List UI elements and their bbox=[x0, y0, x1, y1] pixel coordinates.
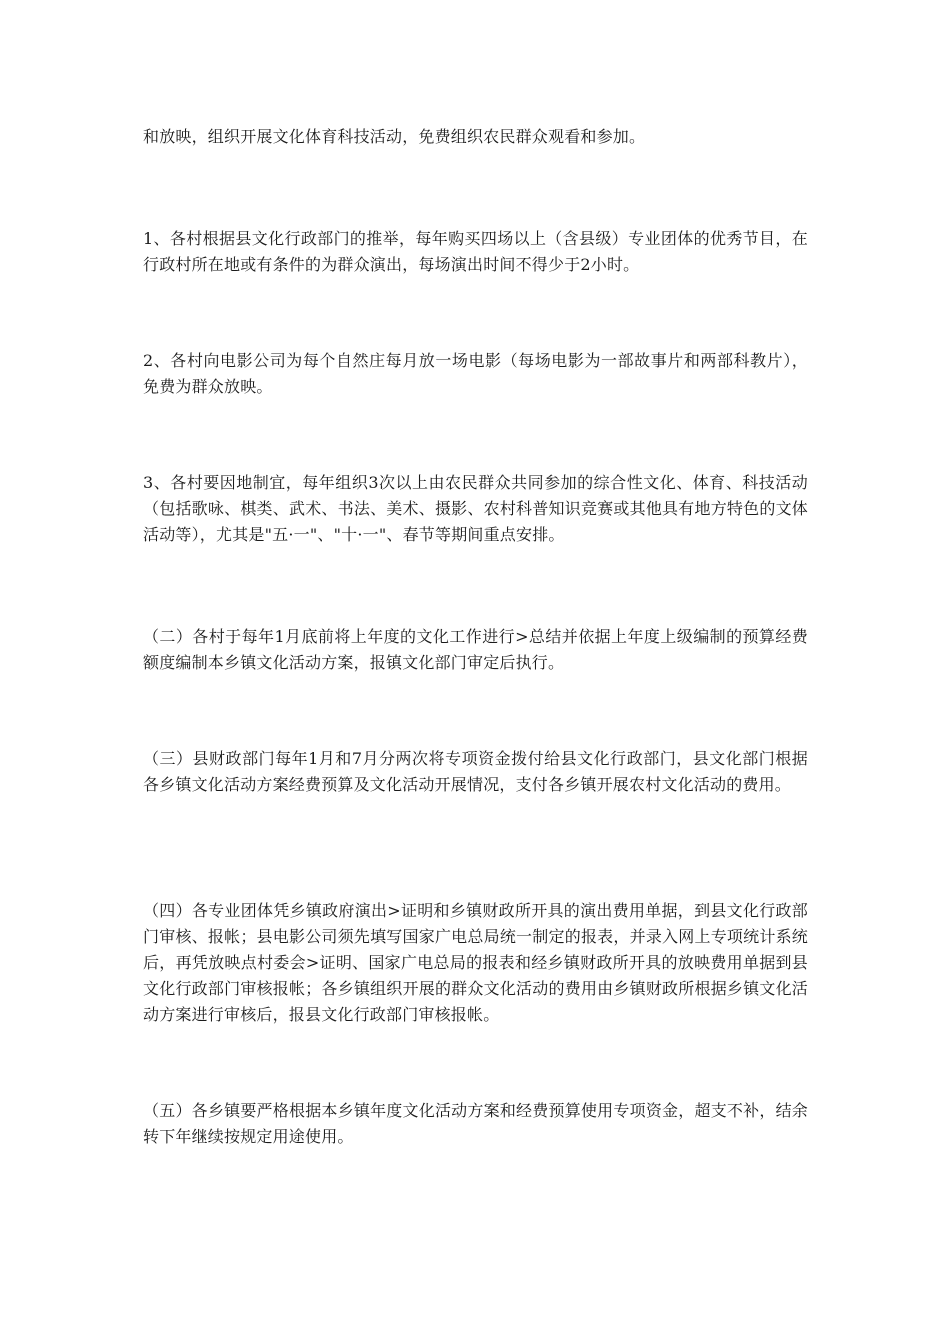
paragraph-item-1: 1、各村根据县文化行政部门的推举，每年购买四场以上（含县级）专业团体的优秀节目，在行政村所在地或有条件的为群众演出，每场演出时间不得少于2小时。 bbox=[143, 229, 808, 274]
paragraph-section-5: （五）各乡镇要严格根据本乡镇年度文化活动方案和经费预算使用专项资金，超支不补，结余转下年继续按规定用途使用。 bbox=[143, 1101, 808, 1146]
paragraph-item-2: 2、各村向电影公司为每个自然庄每月放一场电影（每场电影为一部故事片和两部科教片），免费为群众放映。 bbox=[143, 351, 808, 396]
paragraph-section-3: （三）县财政部门每年1月和7月分两次将专项资金拨付给县文化行政部门，县文化部门根据各乡镇文化活动方案经费预算及文化活动开展情况，支付各乡镇开展农村文化活动的费用。 bbox=[143, 749, 808, 794]
paragraph-item-3: 3、各村要因地制宜，每年组织3次以上由农民群众共同参加的综合性文化、体育、科技活动（包括歌咏、棋类、武术、书法、美术、摄影、农村科普知识竞赛或其他具有地方特色的文体活动等），尤其是"五·一"、"十·一"、春节等期间重点安排。 bbox=[143, 473, 808, 544]
paragraph-section-2: （二）各村于每年1月底前将上年度的文化工作进行>总结并依据上年度上级编制的预算经费额度编制本乡镇文化活动方案，报镇文化部门审定后执行。 bbox=[143, 627, 808, 672]
paragraph-continuation: 和放映，组织开展文化体育科技活动，免费组织农民群众观看和参加。 bbox=[143, 127, 646, 146]
paragraph-section-4: （四）各专业团体凭乡镇政府演出>证明和乡镇财政所开具的演出费用单据，到县文化行政部门审核、报帐；县电影公司须先填写国家广电总局统一制定的报表，并录入网上专项统计系统后，再凭放映点村委会>证明、国家广电总局的报表和经乡镇财政所开具的放映费用单据到县文化行政部门审核报帐；各乡镇组织开展的群众文化活动的费用由乡镇财政所根据乡镇文化活动方案进行审核后，报县文化行政部门审核报帐。 bbox=[143, 901, 808, 1024]
